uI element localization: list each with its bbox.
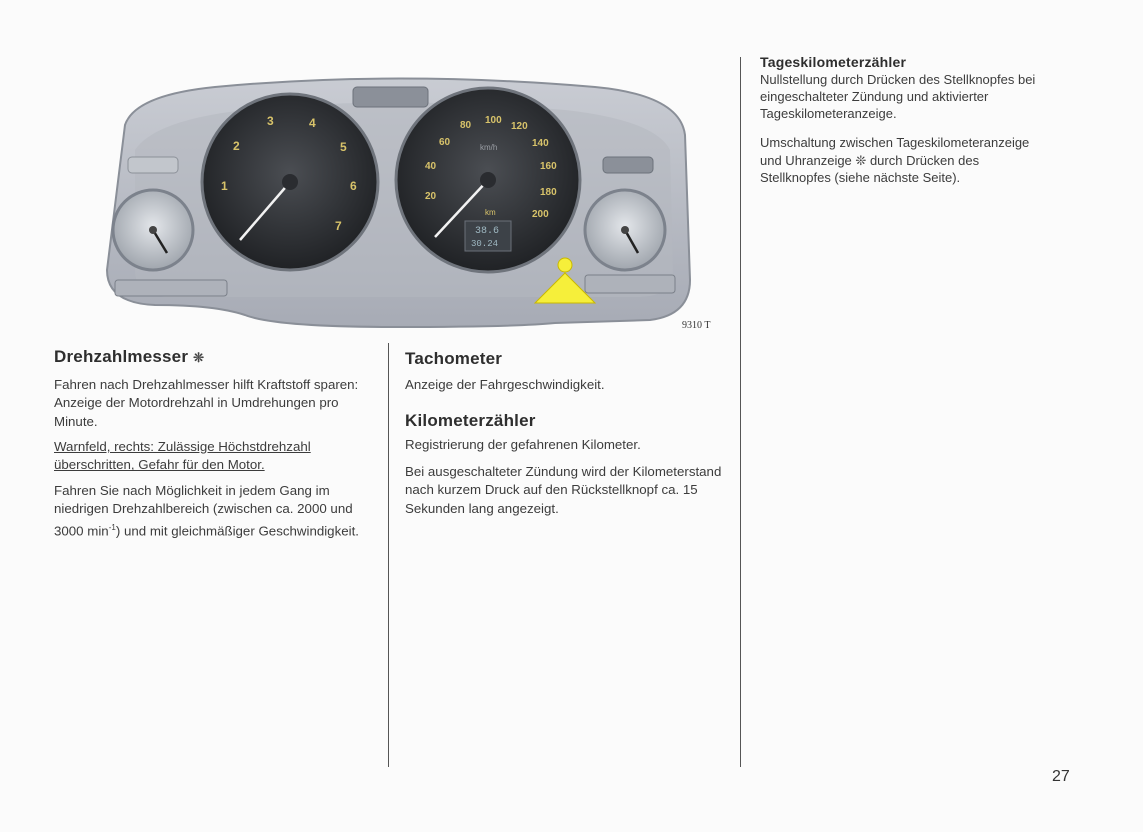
heading-tachometer: Tachometer	[405, 349, 503, 368]
speed-unit: km/h	[480, 143, 498, 152]
odo-unit: km	[485, 208, 496, 217]
col3-paragraph-1: Nullstellung durch Drücken des Stellknopfes bei eingeschalteter Zündung und aktivierter Tageskilometeranzeige.	[760, 72, 1036, 121]
speed-tick-140: 140	[532, 138, 549, 149]
speed-tick-40: 40	[425, 161, 437, 172]
page-number: 27	[1052, 768, 1070, 785]
col1-paragraph-2: Warnfeld, rechts: Zulässige Höchstdrehzahl überschritten, Gefahr für den Motor.	[54, 439, 311, 473]
heading-tageskilometerzaehler: Tageskilometerzähler	[760, 54, 907, 70]
speed-tick-80: 80	[460, 120, 472, 131]
col1-paragraph-3: Fahren Sie nach Möglichkeit in jedem Gang im niedrigen Drehzahlbereich (zwischen ca. 2000 und 3000 $\min^{-1}$) und mit gleichmäßiger Geschwindigkeit.	[54, 483, 359, 539]
bottom-left-indicator-strip	[115, 280, 227, 296]
instrument-cluster-illustration	[95, 65, 710, 335]
right-indicator-box	[603, 157, 653, 173]
trip-display: 38.6	[475, 226, 500, 237]
column-divider-2	[740, 57, 741, 767]
speed-tick-160: 160	[540, 161, 557, 172]
col2-paragraph-1: Anzeige der Fahrgeschwindigkeit.	[405, 377, 605, 392]
col2-paragraph-3: Bei ausgeschalteter Zündung wird der Kilometerstand nach kurzem Druck auf den Rückstellknopf ca. 15 Sekunden lang angezeigt.	[405, 464, 722, 516]
snowflake-icon: ❊	[855, 152, 867, 168]
figure-caption: 9310 T	[682, 320, 711, 331]
clock-display: 30.24	[471, 239, 499, 249]
col3-paragraph-2: Umschaltung zwischen Tageskilometeranzeige und Uhranzeige ❊ durch Drücken des Stellknopfes (siehe nächste Seite).	[760, 135, 1030, 185]
rpm-tick-7: 7	[335, 219, 342, 233]
top-indicator-box	[353, 87, 428, 107]
rpm-tick-5: 5	[340, 140, 347, 154]
col2-paragraph-2: Registrierung der gefahrenen Kilometer.	[405, 437, 641, 452]
speed-tick-100: 100	[485, 115, 502, 126]
speed-tick-120: 120	[511, 121, 528, 132]
rpm-tick-3: 3	[267, 114, 274, 128]
rpm-tick-1: 1	[221, 179, 228, 193]
speed-tick-200: 200	[532, 209, 549, 220]
heading-kilometerzaehler: Kilometerzähler	[405, 411, 536, 430]
bottom-right-indicator-strip	[585, 275, 675, 293]
speed-tick-180: 180	[540, 187, 557, 198]
rpm-tick-6: 6	[350, 179, 357, 193]
speed-tick-60: 60	[439, 137, 451, 148]
left-indicator-box	[128, 157, 178, 173]
rpm-tick-4: 4	[309, 116, 316, 130]
speed-tick-20: 20	[425, 191, 437, 202]
snowflake-icon: ❊	[193, 350, 205, 365]
rpm-tick-2: 2	[233, 139, 240, 153]
col1-paragraph-1: Fahren nach Drehzahlmesser hilft Kraftstoff sparen: Anzeige der Motordrehzahl in Umdrehungen pro Minute.	[54, 377, 359, 429]
column-divider-1	[388, 343, 389, 767]
heading-drehzahlmesser: Drehzahlmesser ❊	[54, 347, 205, 366]
highlight-dot	[558, 258, 572, 272]
